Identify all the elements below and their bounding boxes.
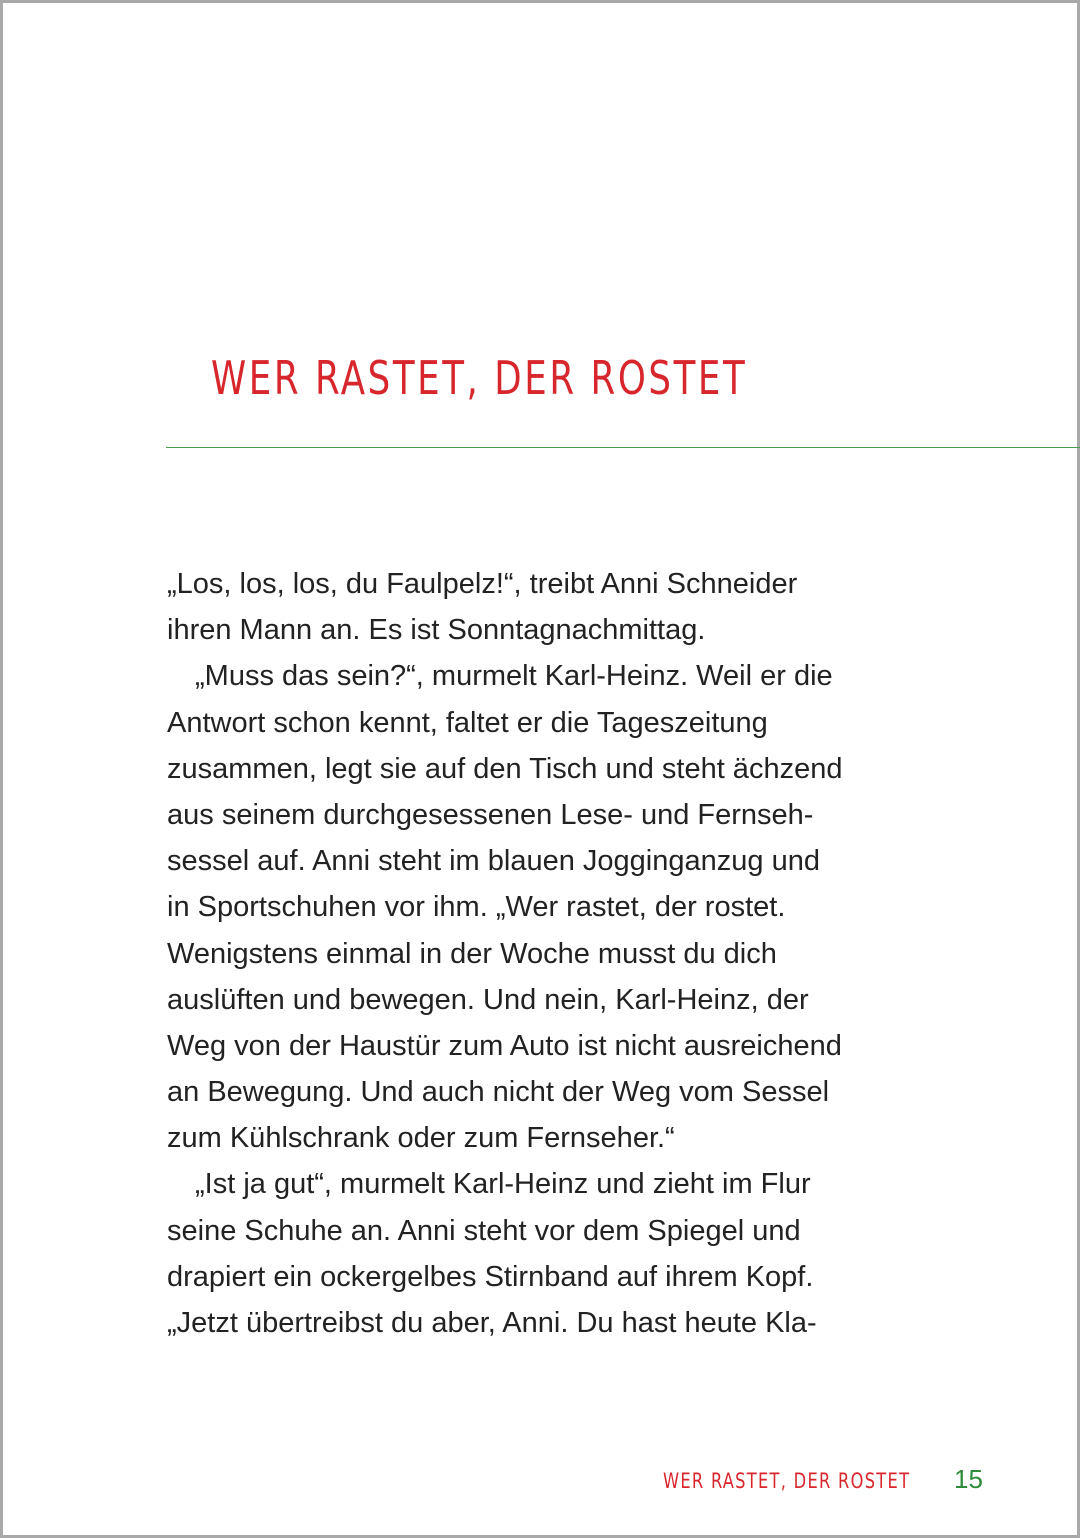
- text-line: seine Schuhe an. Anni steht vor dem Spiegel und: [167, 1214, 801, 1247]
- text-line: ihren Mann an. Es ist Sonntagnachmittag.: [167, 614, 706, 647]
- text-line: in Sportschuhen vor ihm. „Wer rastet, der rostet.: [167, 891, 786, 924]
- text-line: sessel auf. Anni steht im blauen Jogginganzug und: [167, 845, 820, 878]
- running-head: WER RASTET, DER ROSTET: [663, 1469, 911, 1493]
- text-line: „Los, los, los, du Faulpelz!“, treibt Anni Schneider: [167, 568, 798, 600]
- text-line: Antwort schon kennt, faltet er die Tageszeitung: [167, 706, 768, 739]
- text-line: auslüften und bewegen. Und nein, Karl-Heinz, der: [167, 983, 809, 1016]
- text-line: „Muss das sein?“, murmelt Karl-Heinz. Weil er die: [195, 660, 833, 693]
- text-line: Weg von der Haustür zum Auto ist nicht ausreichend: [167, 1029, 842, 1062]
- text-line: an Bewegung. Und auch nicht der Weg vom Sessel: [167, 1076, 830, 1109]
- text-line: zum Kühlschrank oder zum Fernseher.“: [167, 1122, 675, 1155]
- chapter-title: WER RASTET, DER ROSTET: [211, 351, 748, 405]
- text-line: Wenigstens einmal in der Woche musst du dich: [167, 937, 777, 970]
- body-text: [167, 561, 927, 1346]
- text-line: zusammen, legt sie auf den Tisch und steht ächzend: [167, 752, 843, 785]
- text-line: „Ist ja gut“, murmelt Karl-Heinz und zieht im Flur: [195, 1168, 811, 1201]
- text-line: aus seinem durchgesessenen Lese- und Fernseh-: [167, 798, 814, 831]
- page-number: 15: [954, 1464, 983, 1494]
- text-line: drapiert ein ockergelbes Stirnband auf ihrem Kopf.: [167, 1260, 814, 1293]
- title-divider: [166, 447, 1080, 448]
- text-line: „Jetzt übertreibst du aber, Anni. Du hast heute Kla-: [167, 1307, 817, 1339]
